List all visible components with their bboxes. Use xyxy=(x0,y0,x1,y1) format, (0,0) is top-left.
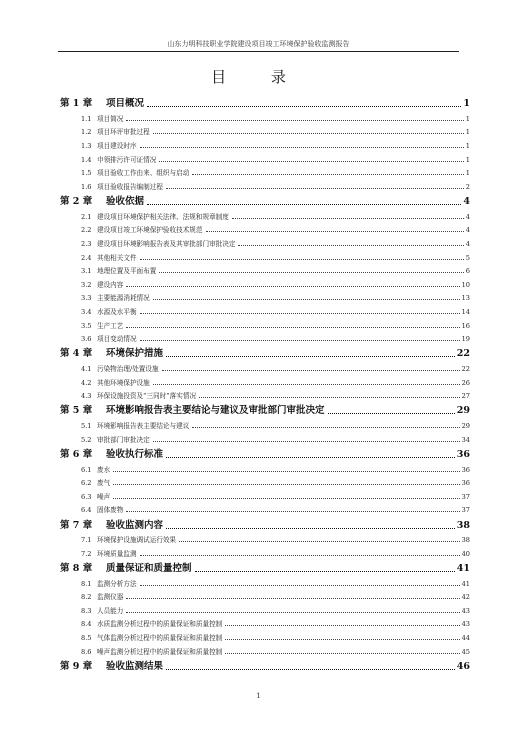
toc-entry-page: 1 xyxy=(465,142,470,151)
toc-entry-page: 1 xyxy=(465,155,470,164)
toc-entry-page: 46 xyxy=(456,660,470,672)
toc-entry-number: 1.1 xyxy=(81,114,92,123)
toc-section-entry[interactable] xyxy=(60,248,470,262)
dot-leader xyxy=(192,427,459,428)
dot-leader xyxy=(159,161,463,162)
toc-section-entry[interactable] xyxy=(60,642,470,656)
dot-leader xyxy=(206,231,464,232)
toc-entry-number: 4.1 xyxy=(81,364,92,373)
toc-entry-title: 噪声监测分析过程中的质量保证和质量控制 xyxy=(97,647,223,656)
toc-entry-page: 34 xyxy=(461,435,470,444)
toc-entry-title: 人员能力 xyxy=(97,606,124,615)
dot-leader xyxy=(113,471,459,472)
toc-entry-title: 验收依据 xyxy=(106,196,145,208)
toc-entry-page: 37 xyxy=(461,492,470,501)
dot-leader xyxy=(166,188,464,189)
toc-entry-page: 27 xyxy=(461,392,470,401)
toc-entry-page: 2 xyxy=(465,182,470,191)
toc-entry-number: 3.4 xyxy=(81,307,92,316)
dot-leader xyxy=(199,397,460,398)
dot-leader xyxy=(166,457,455,458)
dot-leader xyxy=(162,370,460,371)
toc-entry-title: 环境质量监测 xyxy=(97,549,137,558)
dot-leader xyxy=(153,441,460,442)
toc-section-entry[interactable] xyxy=(60,430,470,444)
page-number: 1 xyxy=(256,692,261,700)
toc-entry-number: 1.6 xyxy=(81,182,92,191)
toc-entry-number: 第 7 章 xyxy=(60,519,93,531)
toc-chapter-entry[interactable] xyxy=(60,93,470,109)
toc-entry-number: 8.5 xyxy=(81,634,92,643)
toc-section-entry[interactable] xyxy=(60,416,470,430)
toc-section-entry[interactable] xyxy=(60,234,470,248)
toc-entry-page: 22 xyxy=(456,348,470,360)
dot-leader xyxy=(328,413,455,414)
toc-entry-title: 水源及水平衡 xyxy=(97,307,137,316)
toc-entry-page: 43 xyxy=(461,620,470,629)
toc-section-entry[interactable] xyxy=(60,177,470,191)
toc-entry-page: 4 xyxy=(465,212,470,221)
toc-entry-title: 建设项目环境保护相关法律、法规和规章制度 xyxy=(97,212,229,221)
toc-section-entry[interactable] xyxy=(60,574,470,588)
toc-entry-title: 监测仪器 xyxy=(97,593,124,602)
toc-entry-number: 第 1 章 xyxy=(60,98,93,110)
toc-entry-page: 43 xyxy=(461,606,470,615)
toc-section-entry[interactable] xyxy=(60,615,470,629)
toc-entry-page: 38 xyxy=(461,536,470,545)
toc-section-entry[interactable] xyxy=(60,150,470,164)
dot-leader xyxy=(126,327,459,328)
toc-entry-page: 36 xyxy=(456,448,470,460)
toc-entry-number: 2.1 xyxy=(81,212,92,221)
dot-leader xyxy=(153,133,464,134)
toc-chapter-entry[interactable] xyxy=(60,656,470,672)
toc-entry-page: 45 xyxy=(461,647,470,656)
toc-entry-page: 44 xyxy=(461,634,470,643)
table-of-contents xyxy=(60,93,470,672)
toc-entry-page: 29 xyxy=(456,405,470,417)
toc-entry-page: 1 xyxy=(465,128,470,137)
toc-entry-title: 生产工艺 xyxy=(97,321,124,330)
dot-leader xyxy=(113,484,459,485)
toc-section-entry[interactable] xyxy=(60,289,470,303)
toc-entry-number: 8.4 xyxy=(81,620,92,629)
toc-entry-number: 第 6 章 xyxy=(60,448,93,460)
dot-leader xyxy=(166,528,455,529)
toc-entry-page: 26 xyxy=(461,378,470,387)
toc-section-entry[interactable] xyxy=(60,373,470,387)
dot-leader xyxy=(126,612,459,613)
dot-leader xyxy=(153,384,460,385)
toc-entry-page: 40 xyxy=(461,549,470,558)
toc-entry-title: 监测分析方法 xyxy=(97,579,137,588)
toc-section-entry[interactable] xyxy=(60,628,470,642)
toc-entry-page: 1 xyxy=(465,169,470,178)
toc-entry-number: 3.3 xyxy=(81,294,92,303)
toc-entry-title: 建设内容 xyxy=(97,280,124,289)
toc-entry-title: 验收监测结果 xyxy=(106,660,164,672)
toc-entry-title: 固体废物 xyxy=(97,506,124,515)
dot-leader xyxy=(179,541,459,542)
toc-entry-page: 1 xyxy=(465,114,470,123)
toc-entry-number: 5.2 xyxy=(81,435,92,444)
dot-leader xyxy=(153,299,460,300)
toc-entry-page: 14 xyxy=(461,307,470,316)
toc-entry-number: 第 9 章 xyxy=(60,660,93,672)
toc-entry-page: 19 xyxy=(461,335,470,344)
running-header: 山东力明科技职业学院建设项目竣工环境保护验收监测报告 xyxy=(167,40,350,48)
toc-entry-number: 3.5 xyxy=(81,321,92,330)
dot-leader xyxy=(192,174,463,175)
toc-section-entry[interactable] xyxy=(60,207,470,221)
toc-entry-page: 10 xyxy=(461,280,470,289)
toc-entry-page: 16 xyxy=(461,321,470,330)
toc-chapter-entry[interactable] xyxy=(60,400,470,416)
dot-leader xyxy=(147,204,461,205)
toc-entry-title: 环境影响报告表主要结论与建议及审批部门审批决定 xyxy=(106,405,325,417)
toc-entry-page: 36 xyxy=(461,465,470,474)
toc-section-entry[interactable] xyxy=(60,544,470,558)
dot-leader xyxy=(225,639,459,640)
toc-entry-number: 第 4 章 xyxy=(60,348,93,360)
toc-entry-number: 5.1 xyxy=(81,422,92,431)
header-rule xyxy=(58,51,459,52)
toc-section-entry[interactable] xyxy=(60,316,470,330)
dot-leader xyxy=(140,585,460,586)
dot-leader xyxy=(232,218,464,219)
toc-chapter-entry[interactable] xyxy=(60,343,470,359)
toc-section-entry[interactable] xyxy=(60,359,470,373)
toc-section-entry[interactable] xyxy=(60,262,470,276)
toc-entry-title: 其他相关文件 xyxy=(97,253,137,262)
toc-entry-title: 项目验收报告编制过程 xyxy=(97,182,163,191)
dot-leader xyxy=(225,653,459,654)
toc-chapter-entry[interactable] xyxy=(60,444,470,460)
toc-entry-page: 29 xyxy=(461,422,470,431)
toc-entry-page: 5 xyxy=(465,253,470,262)
toc-entry-number: 8.3 xyxy=(81,606,92,615)
toc-entry-title: 气体监测分析过程中的质量保证和质量控制 xyxy=(97,634,223,643)
toc-entry-number: 1.3 xyxy=(81,142,92,151)
toc-section-entry[interactable] xyxy=(60,123,470,137)
toc-entry-page: 37 xyxy=(461,506,470,515)
toc-entry-page: 6 xyxy=(465,267,470,276)
toc-entry-number: 1.2 xyxy=(81,128,92,137)
toc-entry-page: 4 xyxy=(463,196,470,208)
toc-entry-number: 8.6 xyxy=(81,647,92,656)
toc-entry-title: 环境保护设施调试运行效果 xyxy=(97,536,177,545)
toc-entry-title: 审批部门审批决定 xyxy=(97,435,150,444)
toc-section-entry[interactable] xyxy=(60,136,470,150)
toc-entry-page: 13 xyxy=(461,294,470,303)
toc-entry-page: 4 xyxy=(465,226,470,235)
toc-entry-title: 废水 xyxy=(97,465,111,474)
dot-leader xyxy=(159,272,463,273)
toc-section-entry[interactable] xyxy=(60,460,470,474)
toc-section-entry[interactable] xyxy=(60,601,470,615)
toc-entry-title: 环境保护措施 xyxy=(106,348,164,360)
toc-entry-title: 环境影响报告表主要结论与建议 xyxy=(97,422,190,431)
dot-leader xyxy=(166,669,455,670)
toc-entry-number: 4.2 xyxy=(81,378,92,387)
toc-entry-number: 6.4 xyxy=(81,506,92,515)
toc-entry-title: 项目简况 xyxy=(97,114,124,123)
dot-leader xyxy=(140,313,460,314)
toc-chapter-entry[interactable] xyxy=(60,191,470,207)
toc-entry-number: 第 5 章 xyxy=(60,405,93,417)
toc-entry-title: 项目验收工作由来、组织与启动 xyxy=(97,169,190,178)
toc-section-entry[interactable] xyxy=(60,221,470,235)
toc-entry-title: 验收监测内容 xyxy=(106,519,164,531)
toc-entry-number: 8.1 xyxy=(81,579,92,588)
toc-entry-page: 4 xyxy=(465,239,470,248)
toc-entry-number: 3.1 xyxy=(81,267,92,276)
toc-entry-title: 项目变动情况 xyxy=(97,335,137,344)
dot-leader xyxy=(126,120,463,121)
toc-entry-title: 废气 xyxy=(97,479,111,488)
toc-entry-title: 项目概况 xyxy=(106,98,145,110)
dot-leader xyxy=(140,340,460,341)
toc-section-entry[interactable] xyxy=(60,275,470,289)
dot-leader xyxy=(225,625,459,626)
toc-entry-number: 1.4 xyxy=(81,155,92,164)
toc-entry-page: 1 xyxy=(463,98,470,110)
toc-entry-title: 主要能源消耗情况 xyxy=(97,294,150,303)
toc-entry-number: 6.3 xyxy=(81,492,92,501)
toc-entry-number: 6.2 xyxy=(81,479,92,488)
toc-entry-page: 38 xyxy=(456,519,470,531)
toc-entry-number: 7.2 xyxy=(81,549,92,558)
toc-entry-title: 噪声 xyxy=(97,492,111,501)
toc-entry-page: 42 xyxy=(461,593,470,602)
toc-entry-title: 验收执行标准 xyxy=(106,448,164,460)
dot-leader xyxy=(147,106,461,107)
toc-section-entry[interactable] xyxy=(60,164,470,178)
toc-entry-title: 申领排污许可证情况 xyxy=(97,155,157,164)
toc-entry-number: 2.4 xyxy=(81,253,92,262)
toc-title: 目 录 xyxy=(211,68,306,86)
toc-entry-number: 6.1 xyxy=(81,465,92,474)
toc-section-entry[interactable] xyxy=(60,501,470,515)
toc-entry-title: 建设项目竣工环境保护验收技术规范 xyxy=(97,226,203,235)
dot-leader xyxy=(140,555,460,556)
dot-leader xyxy=(126,511,459,512)
dot-leader xyxy=(140,147,464,148)
toc-entry-title: 地理位置及平面布置 xyxy=(97,267,157,276)
toc-entry-page: 22 xyxy=(461,364,470,373)
dot-leader xyxy=(166,356,455,357)
toc-entry-number: 第 2 章 xyxy=(60,196,93,208)
toc-chapter-entry[interactable] xyxy=(60,558,470,574)
toc-entry-number: 4.3 xyxy=(81,392,92,401)
toc-section-entry[interactable] xyxy=(60,588,470,602)
toc-section-entry[interactable] xyxy=(60,330,470,344)
toc-entry-number: 2.2 xyxy=(81,226,92,235)
toc-entry-title: 污染物治理/处置设施 xyxy=(97,364,159,373)
toc-entry-title: 项目环评审批过程 xyxy=(97,128,150,137)
toc-entry-title: 环保设施投资及“三同时”落实情况 xyxy=(97,392,197,401)
toc-entry-number: 第 8 章 xyxy=(60,563,93,575)
toc-entry-number: 8.2 xyxy=(81,593,92,602)
toc-section-entry[interactable] xyxy=(60,302,470,316)
dot-leader xyxy=(113,498,459,499)
toc-entry-number: 7.1 xyxy=(81,536,92,545)
toc-entry-title: 其他环境保护设施 xyxy=(97,378,150,387)
toc-section-entry[interactable] xyxy=(60,487,470,501)
toc-entry-title: 质量保证和质量控制 xyxy=(106,563,192,575)
toc-entry-page: 41 xyxy=(456,563,470,575)
toc-section-entry[interactable] xyxy=(60,109,470,123)
toc-section-entry[interactable] xyxy=(60,531,470,545)
toc-entry-number: 1.5 xyxy=(81,169,92,178)
toc-chapter-entry[interactable] xyxy=(60,514,470,530)
toc-entry-title: 建设项目环境影响报告表及其审批部门审批决定 xyxy=(97,239,236,248)
toc-entry-number: 3.6 xyxy=(81,335,92,344)
toc-section-entry[interactable] xyxy=(60,474,470,488)
toc-section-entry[interactable] xyxy=(60,387,470,401)
toc-entry-page: 36 xyxy=(461,479,470,488)
dot-leader xyxy=(126,286,459,287)
dot-leader xyxy=(140,259,464,260)
dot-leader xyxy=(238,245,463,246)
toc-entry-title: 水质监测分析过程中的质量保证和质量控制 xyxy=(97,620,223,629)
toc-entry-number: 2.3 xyxy=(81,239,92,248)
dot-leader xyxy=(126,598,459,599)
toc-entry-title: 项目建设时序 xyxy=(97,142,137,151)
dot-leader xyxy=(195,571,455,572)
toc-entry-number: 3.2 xyxy=(81,280,92,289)
toc-entry-page: 41 xyxy=(461,579,470,588)
